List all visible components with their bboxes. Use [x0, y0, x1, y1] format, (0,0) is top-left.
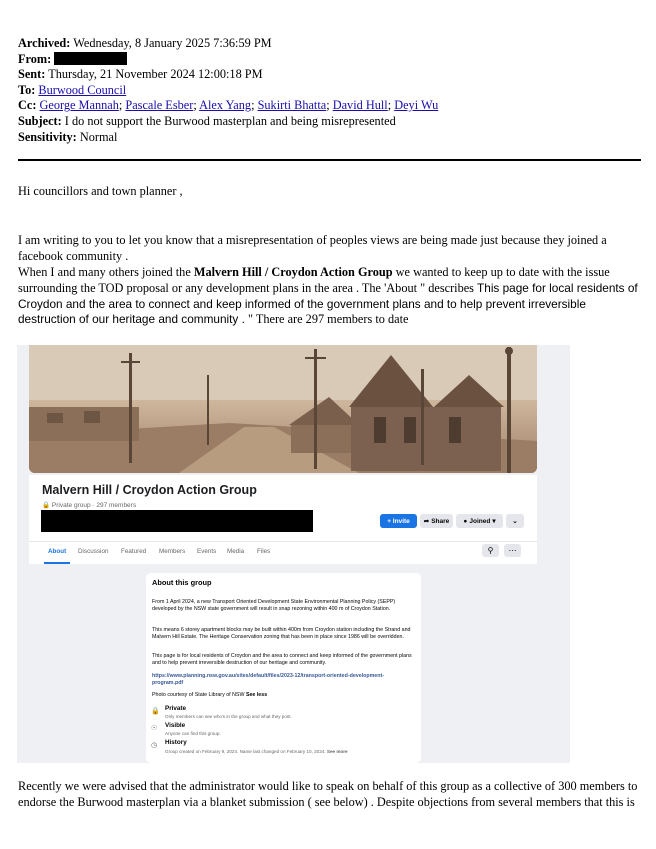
group-tabs [29, 541, 537, 564]
about-link[interactable]: https://www.planning.nsw.gov.au/sites/default/files/2023-12/transport-oriented-development-program.pdf [152, 673, 385, 686]
history-subtitle [165, 749, 348, 754]
cc-link[interactable]: Alex Yang [199, 98, 252, 113]
paragraph-2-start: When I and many others joined the [18, 265, 194, 279]
cc-link[interactable]: Sukirti Bhatta [257, 98, 327, 113]
subject-row [18, 114, 642, 130]
history-text: Group created on February 9, 2024. Name last changed on February 10, 2024. [165, 749, 326, 754]
subject-value: I do not support the Burwood masterplan and being misrepresented [64, 113, 396, 128]
cc-link[interactable]: Deyi Wu [394, 98, 439, 113]
cc-row: Cc: George Mannah; Pascale Esber; Alex Yang; Sukirti Bhatta; David Hull; Deyi Wu [18, 98, 439, 113]
about-paragraph-3: This page is for local residents of Croydon and the area to connect and keep informed of the government plans and to help prevent irreversible destruction of our heritage and community. [152, 653, 412, 666]
group-title[interactable]: Malvern Hill / Croydon Action Group [42, 483, 257, 497]
visible-subtitle: Anyone can find this group. [165, 731, 221, 736]
lock-icon: 🔒 [151, 707, 160, 715]
paragraph-2-middle: we wanted to keep up to date with the issue surrounding the TOD proposal or any development plans in the area . The 'About " describes [18, 265, 610, 295]
active-tab-indicator [44, 562, 70, 564]
about-credit: Photo courtesy of State Library of NSW [152, 692, 245, 698]
clock-icon: ◷ [151, 741, 158, 749]
joined-button[interactable] [456, 514, 503, 528]
see-less-link[interactable]: See less [245, 692, 268, 698]
about-title: About this group [152, 578, 212, 587]
tab-discussion[interactable]: Discussion [78, 548, 109, 555]
group-name-bold: Malvern Hill / Croydon Action Group [193, 265, 393, 279]
members-icon: ● [463, 517, 468, 525]
members-redaction [41, 510, 313, 532]
from-redaction [54, 52, 127, 65]
archived-value: Wednesday, 8 January 2025 7:36:59 PM [73, 36, 272, 50]
cc-link[interactable]: David Hull [332, 98, 388, 113]
sent-value: Thursday, 21 November 2024 12:00:18 PM [48, 67, 263, 82]
archived-label: Archived: [18, 36, 71, 50]
tab-about[interactable]: About [48, 548, 67, 555]
share-button[interactable] [420, 514, 453, 528]
to-link[interactable]: Burwood Council [38, 82, 127, 97]
search-icon[interactable]: ⚲ [482, 544, 499, 557]
share-label: Share [431, 517, 450, 525]
from-label: From: [18, 51, 52, 66]
sensitivity-row [18, 130, 642, 146]
paragraph-1: I am writing to you to let you know that a misrepresentation of peoples views are being made just because they joined a facebook community . [18, 233, 607, 263]
about-panel [146, 573, 421, 763]
tab-events[interactable]: Events [197, 548, 217, 555]
cover-photo [29, 345, 537, 473]
subject-label: Subject: [18, 113, 62, 128]
tab-members[interactable]: Members [159, 548, 186, 555]
about-quote: This page for local residents of Croydon and the area to connect and keep informed of the government plans and to help prevent irreversible destruction of our heritage and community . [18, 280, 638, 327]
joined-label: Joined [469, 517, 491, 525]
paragraph-3: Recently we were advised that the administrator would like to speak on behalf of this group as a collective of 300 members to endorse the Burwood masterplan via a blanket submission ( see below) . Despite objections from several members that this is [18, 779, 638, 809]
more-options-icon[interactable]: ⋯ [504, 544, 521, 557]
eye-icon: ☉ [151, 724, 158, 732]
about-credit-row [152, 692, 414, 699]
sensitivity-label: Sensitivity: [18, 129, 77, 144]
cc-link[interactable]: George Mannah [39, 98, 119, 113]
group-meta-text: Private group · 297 members [51, 502, 137, 509]
lock-icon: 🔒 [42, 502, 51, 509]
sent-label: Sent: [18, 67, 46, 82]
cc-label: Cc: [18, 98, 37, 113]
historic-street-photo [29, 345, 537, 473]
group-meta [42, 501, 136, 509]
private-title: Private [165, 705, 187, 712]
paragraph-2-end: " There are 297 members to date [244, 312, 409, 327]
invite-button[interactable]: + Invite [380, 514, 417, 528]
more-dropdown-button[interactable] [506, 514, 524, 528]
sent-row [18, 67, 642, 83]
tab-media[interactable]: Media [227, 548, 245, 555]
sensitivity-value: Normal [79, 129, 118, 144]
to-row [18, 83, 642, 99]
email-header [18, 36, 642, 145]
cc-link[interactable]: Pascale Esber [125, 98, 194, 113]
about-paragraph-1: From 1 April 2024, a new Transport Oriented Development State Environmental Planning Policy (SEPP) developed by the NSW state government will result in snap rezoning within 400 m of Croydon Station. [152, 599, 396, 612]
facebook-group-screenshot [17, 345, 570, 763]
from-row [18, 52, 642, 68]
archived-row [18, 36, 642, 52]
greeting: Hi councillors and town planner , [18, 184, 183, 198]
tab-featured[interactable]: Featured [121, 548, 147, 555]
see-more-link[interactable]: See more [326, 749, 348, 754]
share-icon: ➦ [423, 518, 430, 525]
paragraph-2 [18, 265, 642, 328]
chevron-down-icon: ▾ [492, 518, 496, 525]
history-title: History [165, 739, 187, 746]
visible-title: Visible [165, 722, 186, 729]
private-subtitle: Only members can see who's in the group and what they post. [165, 714, 292, 719]
tab-files[interactable]: Files [257, 548, 271, 555]
header-divider [18, 159, 641, 161]
to-label: To: [18, 82, 36, 97]
about-paragraph-2: This means 6 storey apartment blocks may be built within 400m from Croydon station including the Strand and Malvern Hill Estate. The Heritage Conservation zoning that has been in place since 1986 will be overridden. [152, 627, 411, 640]
chevron-down-icon: ⌄ [512, 518, 518, 525]
